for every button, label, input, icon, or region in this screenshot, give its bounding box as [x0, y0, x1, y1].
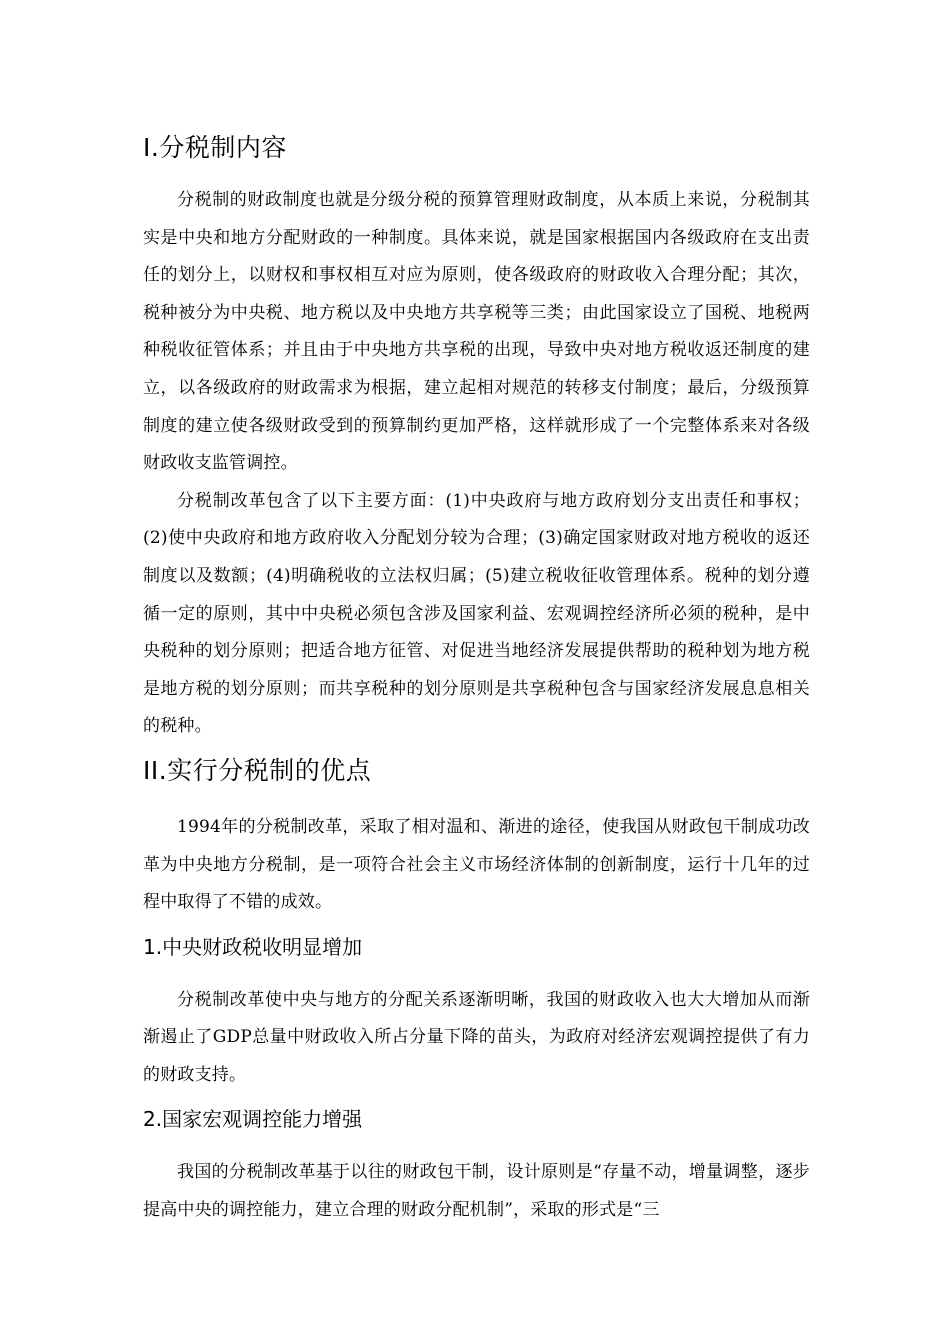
- subsection-2-paragraph: 我国的分税制改革基于以往的财政包干制，设计原则是“存量不动，增量调整，逐步提高中央的调控能力，建立合理的财政分配机制”，采取的形式是“三: [143, 1162, 810, 1221]
- document-page: [143, 128, 810, 1230]
- section-1-paragraph-2: 分税制改革包含了以下主要方面：(1)中央政府与地方政府划分支出责任和事权；(2)使中央政府和地方政府收入分配划分较为合理；(3)确定国家财政对地方税收的返还制度以及数额；(4)明确税收的立法权归属；(5)建立税收征收管理体系。税种的划分遵循一定的原则，其中中央税必须包含涉及国家利益、宏观调控经济所必须的税种，是中央税种的划分原则；把适合地方征管、对促进当地经济发展提供帮助的税种划为地方税是地方税的划分原则；而共享税种的划分原则是共享税种包含与国家经济发展息息相关的税种。: [143, 490, 810, 737]
- subsection-1-heading: 1.中央财政税收明显增加: [143, 934, 363, 959]
- section-2-heading: II.实行分税制的优点: [143, 755, 372, 785]
- section-1-paragraph-1: 分税制的财政制度也就是分级分税的预算管理财政制度，从本质上来说，分税制其实是中央和地方分配财政的一种制度。具体来说，就是国家根据国内各级政府在支出责任的划分上，以财权和事权相互对应为原则，使各级政府的财政收入合理分配；其次，税种被分为中央税、地方税以及中央地方共享税等三类；由此国家设立了国税、地税两种税收征管体系；并且由于中央地方共享税的出现，导致中央对地方税收返还制度的建立，以各级政府的财政需求为根据，建立起相对规范的转移支付制度；最后，分级预算制度的建立使各级财政受到的预算制约更加严格，这样就形成了一个完整体系来对各级财政收支监管调控。: [143, 190, 810, 474]
- subsection-2-heading: 2.国家宏观调控能力增强: [143, 1107, 363, 1132]
- subsection-1-paragraph: 分税制改革使中央与地方的分配关系逐渐明晰，我国的财政收入也大大增加从而渐渐遏止了GDP总量中财政收入所占分量下降的苗头，为政府对经济宏观调控提供了有力的财政支持。: [143, 989, 810, 1085]
- section-1-heading: I.分税制内容: [143, 133, 287, 162]
- section-2-intro-paragraph: 1994年的分税制改革，采取了相对温和、渐进的途径，使我国从财政包干制成功改革为中央地方分税制，是一项符合社会主义市场经济体制的创新制度，运行十几年的过程中取得了不错的成效。: [143, 816, 810, 913]
